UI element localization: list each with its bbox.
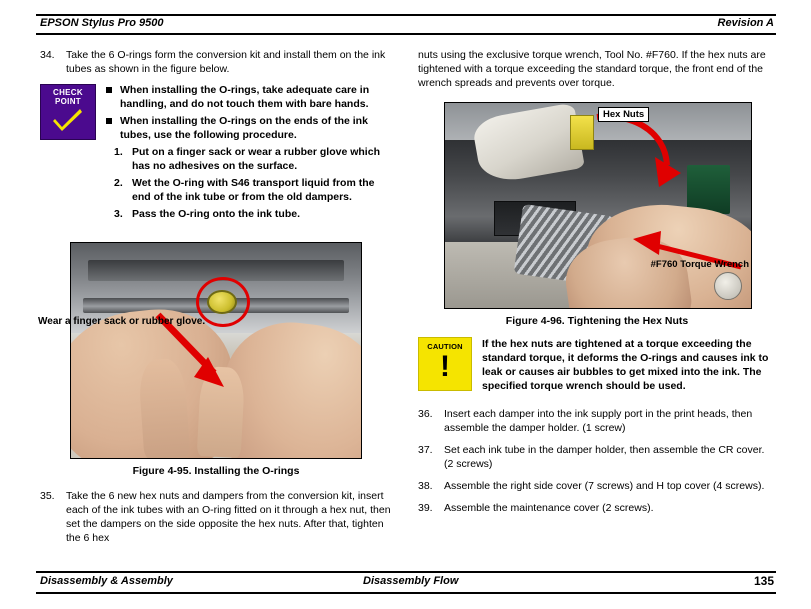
checkpoint-bullet-text: When installing the O-rings on the ends of the ink tubes, use the following procedure. <box>120 115 368 141</box>
round-dial-region <box>714 272 742 300</box>
step-34 <box>40 48 392 76</box>
checkpoint-sub-step <box>106 177 392 204</box>
photo-tightening-hex-nuts <box>445 103 751 308</box>
footer-page-number: 135 <box>753 574 774 588</box>
step-34-text: Take the 6 O-rings form the conversion kit and install them on the ink tubes as shown in the figure below. <box>66 49 386 75</box>
checkpoint-bullet <box>106 115 392 142</box>
checkpoint-label <box>41 88 95 106</box>
step-36 <box>418 407 776 435</box>
step-35 <box>40 489 392 545</box>
red-arrow-hexnuts-icon <box>589 111 705 197</box>
figure-4-95-image <box>70 242 362 459</box>
header-rule-bottom <box>36 33 776 35</box>
checkpoint-sub-text: Pass the O-ring onto the ink tube. <box>132 208 301 220</box>
checkpoint-sub-step <box>106 208 392 222</box>
step-37 <box>418 443 776 471</box>
step-38-text: Assemble the right side cover (7 screws) and H top cover (4 screws). <box>444 480 765 492</box>
header-revision: Revision A <box>717 17 774 29</box>
step-37-text: Set each ink tube in the damper holder, then assemble the CR cover. (2 screws) <box>444 444 765 470</box>
step-39-number: 39. <box>418 502 433 514</box>
caution-text: If the hex nuts are tightened at a torque exceeding the standard torque, it deforms the O-rings and causes ink to leak or causes air bubbles to get mixed into the ink. The specified torque wrench should be used. <box>482 338 769 392</box>
figure-4-96 <box>418 102 776 327</box>
step-36-number: 36. <box>418 408 433 420</box>
footer-chapter: Disassembly & Assembly <box>40 575 173 587</box>
step-37-number: 37. <box>418 444 433 456</box>
checkmark-icon <box>53 109 83 131</box>
page-footer <box>36 571 776 595</box>
right-steps-list <box>418 407 776 515</box>
checkpoint-bullet <box>106 84 392 111</box>
footer-section: Disassembly Flow <box>363 575 459 587</box>
left-column <box>40 48 392 553</box>
figure-4-96-caption: Figure 4-96. Tightening the Hex Nuts <box>505 315 689 327</box>
step-39 <box>418 501 776 515</box>
figure-4-95-caption: Figure 4-95. Installing the O-rings <box>132 464 300 477</box>
checkpoint-note <box>40 84 392 222</box>
step-35-text: Take the 6 new hex nuts and dampers from the conversion kit, insert each of the ink tubes with an O-ring fitted on it through a hex nut, then set the dampers on the side opposite the hex nuts. After that, tighten the 6 hex <box>66 489 391 544</box>
checkpoint-sub-text: Put on a finger sack or wear a rubber glove which has no adhesives on the surface. <box>132 146 380 172</box>
step-38-number: 38. <box>418 480 433 492</box>
checkpoint-body <box>106 84 392 222</box>
exclamation-icon: ! <box>440 350 450 383</box>
square-bullet-icon <box>106 118 112 124</box>
checkpoint-bullet-text: When installing the O-rings, take adequate care in handling, and do not touch them with bare hands. <box>120 84 370 110</box>
footer-rule-bottom <box>36 592 776 594</box>
square-bullet-icon <box>106 87 112 93</box>
figure-4-96-image <box>444 102 752 309</box>
step-35-number: 35. <box>40 489 55 502</box>
step-35-continuation: nuts using the exclusive torque wrench, Tool No. #F760. If the hex nuts are tightened with a torque exceeding the standard torque, the front end of the wrench spreads and prevents over torque. <box>418 49 766 89</box>
step-34-number: 34. <box>40 49 55 61</box>
step-39-text: Assemble the maintenance cover (2 screws). <box>444 502 654 514</box>
step-36-text: Insert each damper into the ink supply port in the print heads, then assemble the damper holder. (1 screw) <box>444 408 753 434</box>
caution-label: CAUTION <box>427 342 463 351</box>
checkpoint-sub-text: Wet the O-ring with S46 transport liquid from the end of the ink tube or from the old dampers. <box>132 177 375 203</box>
footer-rule-top <box>36 571 776 573</box>
checkpoint-sub-step <box>106 146 392 173</box>
tag-torque-wrench: #F760 Torque Wrench <box>650 259 749 270</box>
checkpoint-sub-number: 2. <box>114 177 123 189</box>
caution-note <box>418 337 776 393</box>
checkpoint-label-line2: POINT <box>55 97 81 106</box>
tag-hex-nuts: Hex Nuts <box>598 107 649 122</box>
checkpoint-sub-number: 1. <box>114 146 123 158</box>
checkpoint-sub-number: 3. <box>114 208 123 220</box>
right-column <box>418 48 776 523</box>
checkpoint-label-line1: CHECK <box>53 88 83 97</box>
figure-4-95 <box>40 242 392 477</box>
caution-badge <box>418 337 472 391</box>
step-38 <box>418 479 776 493</box>
page-header <box>36 14 776 36</box>
figure-4-95-callout: Wear a finger sack or rubber glove. <box>38 315 206 327</box>
header-product-title: EPSON Stylus Pro 9500 <box>40 17 164 29</box>
header-rule-top <box>36 14 776 16</box>
checkpoint-badge <box>40 84 96 140</box>
photo-installing-orings <box>71 243 361 458</box>
